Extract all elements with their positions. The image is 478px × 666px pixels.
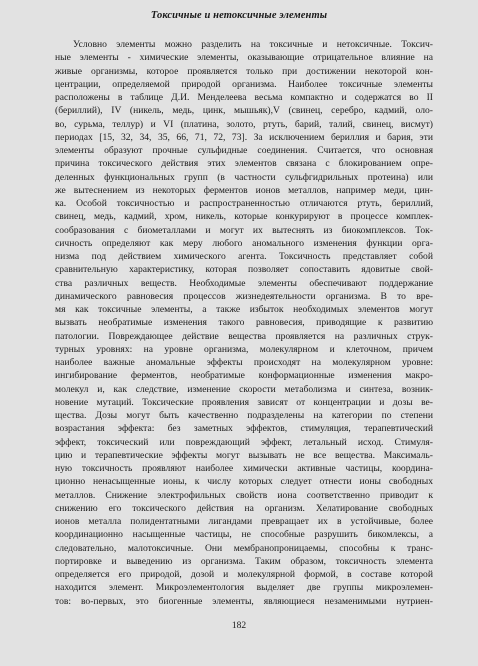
text-line: металлов. Снижение электрофильных свойств иона соответственно приводит к [55,489,433,501]
text-line: сообразования с биометаллами и могут их вытеснять из биокомплексов. Ток- [55,224,433,236]
text-line: ингибирование ферментов, необратимые конформационные изменения макро- [55,370,433,382]
text-line: ную токсичность проявляют наиболее химически активные частицы, координа- [55,463,433,474]
text-line: (бериллий), IV (никель, медь, цинк, мышьяк),V (свинец, серебро, кадмий, оло- [55,105,433,117]
text-line: снижению его токсического действия на организм. Хелатирование свободных [55,502,433,514]
text-line: сравнительную характеристику, которая позволяет сопоставить ядовитые свой- [55,264,433,276]
text-line: следовательно, малотоксичные. Они мембранопроницаемы, способны к транс- [55,542,433,554]
text-line: мя как токсичные элементы, а также избыток необходимых элементов могут [55,304,433,315]
text-line: же вытеснением из некоторых ферментов ионов металлов, например меди, цин- [55,184,433,196]
text-line: щества. Дозы могут быть качественно подразделены на категории по степени [55,410,433,421]
text-line: центрации, определяемой природой организма. Наиболее токсичные элементы [55,78,433,90]
page-number: 182 [231,621,247,631]
text-line: ционно ненасыщенные ионы, к числу которых следует отнести ионы свободных [55,476,433,488]
text-line: Условно элементы можно разделить на токсичные и нетоксичные. Токсич- [73,39,433,50]
section-heading: Токсичные и нетоксичные элементы [150,10,328,21]
text-line: тов: во-первых, это биогенные элементы, являющиеся незаменимыми нутриен- [55,595,433,607]
text-line: ка. Особой токсичностью и распространенностью отличаются ртуть, бериллий, [55,198,433,209]
text-line: находится элемент. Микроэлементология выделяет две группы микроэлемен- [55,582,433,594]
text-line: портировке и выведению из организма. Таким образом, токсичность элемента [55,555,433,567]
text-line: возрастания эффекта: без заметных эффектов, стимуляция, терапевтический [55,423,433,435]
text-line: турных уровнях: на уровне организма, молекулярном и клеточном, причем [55,343,433,355]
text-line: элементы образуют прочные сульфидные соединения. Считается, что основная [55,145,433,156]
text-line: ные элементы - химические элементы, оказывающие отрицательное влияние на [55,52,433,64]
text-line: расположены в таблице Д.И. Менделеева весьма компактно и содержатся во II [55,92,433,103]
text-line: координационно насыщенные частицы, не способные разрушить бикомлексы, а [55,529,433,541]
text-line: периодах [15, 32, 34, 35, 66, 71, 72, 73]. За исключением бериллия и бария, эти [55,131,433,143]
text-line: новение мутаций. Токсические проявления зависят от концентрации и дозы ве- [55,396,433,408]
text-line: молекул и, как следствие, изменение скорости метаболизма и синтеза, возник- [55,383,433,395]
text-line: наиболее важные аномальные эффекты происходят на молекулярном уровне: [55,357,433,368]
text-line: живые организмы, которое проявляется только при достижении некоторой кон- [55,65,433,77]
text-line: сичность определяют как меру любого аномального изменения функции орга- [55,237,433,249]
text-line: определяется его природой, дозой и молекулярной формой, в составе которой [55,569,433,580]
text-line: ства различных веществ. Необходимые элементы обеспечивают поддержание [55,277,433,289]
text-line: цию и терапевтические эффекты могут вызывать не все вещества. Максималь- [55,449,433,461]
text-line: свинец, медь, кадмий, хром, никель, которые конкурируют в процессе комплек- [55,211,433,223]
text-line: деленных функциональных групп (в частности сульфгидрильных протеина) или [55,171,433,183]
text-line: низма под действием химического агента. Токсичность представляет собой [55,251,433,262]
text-line: причина токсического действия этих элементов связана с блокированием опре- [55,158,433,170]
text-line: эффект, токсический или повреждающий эффект, летальный исход. Стимуля- [55,436,433,448]
text-line: патологии. Повреждающее действие вещества проявляется на различных струк- [55,330,433,342]
body-paragraph [55,38,433,608]
text-line: во, сурьма, теллур) и VI (платина, золото, ртуть, барий, талий, свинец, висмут) [55,118,433,130]
text-line: динамического равновесия процессов жизнедеятельности организма. В то вре- [55,290,433,302]
text-line: вызвать необратимые изменения такого равновесия, приводящие к развитию [55,317,433,329]
text-line: ионов металла полидентатными лигандами превращает их в устойчивые, более [55,516,433,527]
